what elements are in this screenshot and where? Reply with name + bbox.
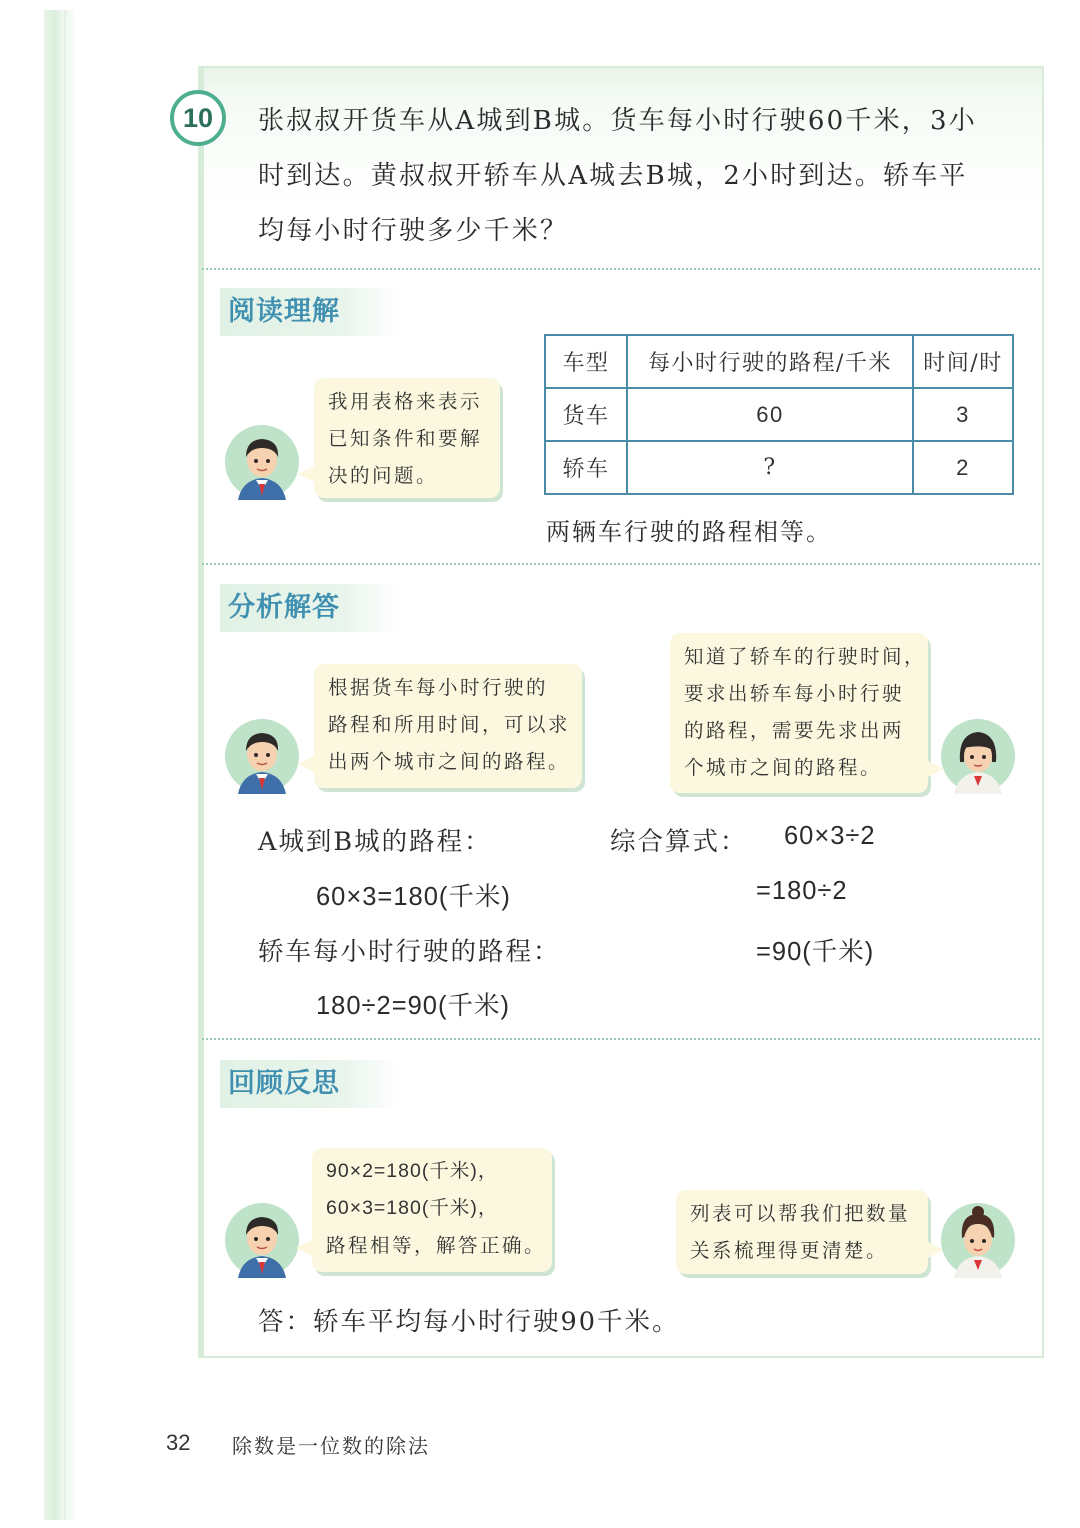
chapter-title: 除数是一位数的除法 bbox=[232, 1434, 430, 1458]
step-equation-distance: 60×3=180(千米) bbox=[316, 883, 511, 911]
problem-line-1: 张叔叔开货车从A城到B城。货车每小时行驶60千米，3小 bbox=[258, 106, 977, 136]
bubble-line: 的路程，需要先求出两 bbox=[684, 719, 905, 742]
table-cell: ? bbox=[627, 441, 913, 494]
bubble-line: 列表可以帮我们把数量 bbox=[690, 1202, 911, 1225]
problem-number: 10 bbox=[182, 102, 214, 133]
table-cell: 3 bbox=[913, 388, 1013, 441]
boy-avatar-icon bbox=[224, 718, 300, 794]
table-header-cell: 每小时行驶的路程/千米 bbox=[627, 335, 913, 388]
table-row bbox=[545, 388, 1013, 441]
divider bbox=[202, 563, 1040, 565]
combined-formula-label: 综合算式： bbox=[610, 827, 748, 857]
girl-avatar-icon bbox=[940, 1202, 1016, 1278]
speech-bubble-review-left bbox=[312, 1148, 552, 1272]
bubble-line: 出两个城市之间的路程。 bbox=[328, 750, 571, 773]
bubble-line: 路程相等，解答正确。 bbox=[326, 1234, 547, 1257]
section-title-review: 回顾反思 bbox=[220, 1060, 398, 1108]
table-cell: 60 bbox=[627, 388, 913, 441]
bubble-line: 知道了轿车的行驶时间， bbox=[684, 645, 927, 668]
step-label-speed: 轿车每小时行驶的路程： bbox=[258, 937, 561, 967]
combined-step-2: =180÷2 bbox=[756, 877, 848, 905]
section-title-reading: 阅读理解 bbox=[220, 288, 398, 336]
table-cell: 轿车 bbox=[545, 441, 627, 494]
bubble-line: 60×3=180(千米)， bbox=[326, 1197, 499, 1219]
table-header-cell: 时间/时 bbox=[913, 335, 1013, 388]
bubble-line: 路程和所用时间，可以求 bbox=[328, 713, 571, 736]
bubble-line: 要求出轿车每小时行驶 bbox=[684, 682, 905, 705]
boy-avatar-icon bbox=[224, 1202, 300, 1278]
combined-step-1: 60×3÷2 bbox=[784, 822, 876, 850]
problem-line-2: 时到达。黄叔叔开轿车从A城去B城，2小时到达。轿车平 bbox=[258, 161, 968, 191]
equal-distance-note: 两辆车行驶的路程相等。 bbox=[546, 518, 832, 546]
bubble-line: 关系梳理得更清楚。 bbox=[690, 1239, 889, 1262]
section-title-analysis: 分析解答 bbox=[220, 584, 398, 632]
divider bbox=[202, 1038, 1040, 1040]
bubble-line: 90×2=180(千米)， bbox=[326, 1160, 499, 1182]
final-answer: 答：轿车平均每小时行驶90千米。 bbox=[258, 1307, 680, 1337]
page-edge bbox=[44, 10, 74, 1520]
speech-bubble-analysis-left bbox=[314, 664, 582, 788]
table-header-row bbox=[545, 335, 1013, 388]
problem-number-badge bbox=[170, 90, 226, 146]
bubble-line: 决的问题。 bbox=[328, 464, 439, 487]
bubble-line: 根据货车每小时行驶的 bbox=[328, 676, 549, 699]
known-conditions-table bbox=[544, 334, 1014, 495]
speech-bubble-review-right bbox=[676, 1190, 928, 1274]
combined-step-3: =90(千米) bbox=[756, 938, 875, 966]
page-edge-line bbox=[64, 10, 66, 1520]
table-row bbox=[545, 441, 1013, 494]
speech-bubble-analysis-right bbox=[670, 633, 928, 793]
bubble-line: 我用表格来表示 bbox=[328, 390, 483, 413]
problem-line-3: 均每小时行驶多少千米？ bbox=[258, 216, 569, 246]
speech-bubble-reading bbox=[314, 378, 500, 498]
page-number: 32 bbox=[166, 1430, 191, 1455]
divider bbox=[202, 268, 1040, 270]
table-cell: 货车 bbox=[545, 388, 627, 441]
panel-strip bbox=[198, 66, 204, 1358]
table-header-cell: 车型 bbox=[545, 335, 627, 388]
bubble-line: 个城市之间的路程。 bbox=[684, 756, 883, 779]
step-label-distance: A城到B城的路程： bbox=[258, 827, 492, 857]
step-equation-speed: 180÷2=90(千米) bbox=[316, 992, 510, 1020]
bubble-line: 已知条件和要解 bbox=[328, 427, 483, 450]
girl-avatar-icon bbox=[940, 718, 1016, 794]
boy-avatar-icon bbox=[224, 424, 300, 500]
table-cell: 2 bbox=[913, 441, 1013, 494]
